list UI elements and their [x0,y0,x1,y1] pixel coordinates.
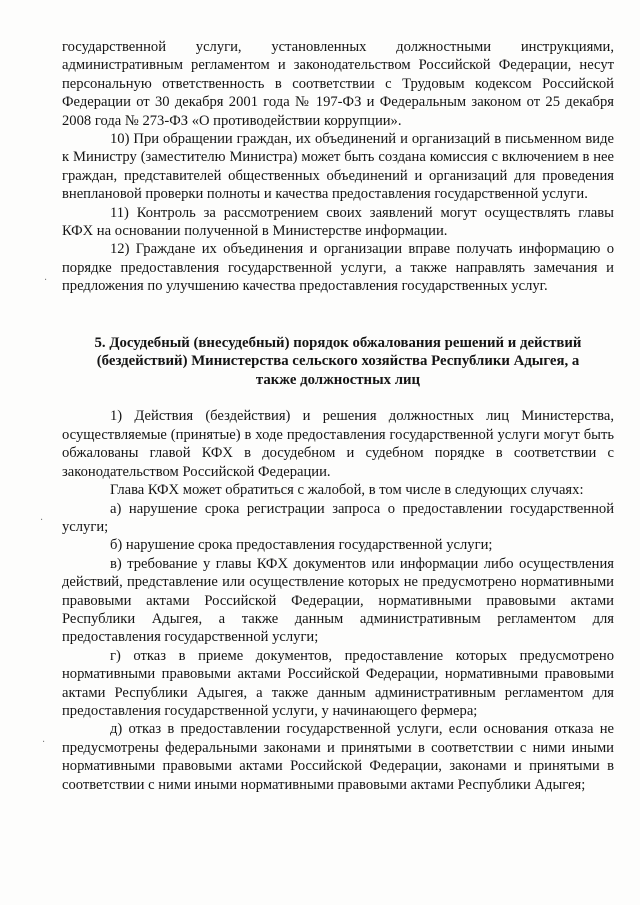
paragraph-case-v: в) требование у главы КФХ документов или информации либо осуществления действий, представление или осуществление которых не предусмотрено нормативными правовыми актами Российской Федерации, нормативными правовыми актами Республики Адыгея, а также данным административным регламентом для предоставления государственной услуги; [62,555,614,646]
scan-speck: . [42,734,46,745]
paragraph-case-b: б) нарушение срока предоставления государственной услуги; [110,537,493,554]
paragraph-item-10: 10) При обращении граждан, их объединений и организаций в письменном виде к Министру (заместителю Министра) может быть создана комиссия с включением в нее граждан, представителей общественных объединений и организаций для проведения внеплановой проверки полноты и качества предоставления государственной услуги. [62,131,614,203]
section-heading: 5. Досудебный (внесудебный) порядок обжалования решений и действий (бездействий) Министерства сельского хозяйства Республики Адыгея, а также должностных лиц [94,334,582,388]
paragraph-case-d: д) отказ в предоставлении государственной услуги, если основания отказа не предусмотрены федеральными законами и принятыми в соответствии с ними иными нормативными правовыми актами Российской Федерации, законами и принятыми в соответствии с ними иными нормативными правовыми актами Республики Адыгея; [62,721,614,793]
paragraph-continuation: государственной услуги, установленных должностными инструкциями, административным регламентом и законодательством Российской Федерации, несут персональную ответственность в соответствии с Трудовым кодексом Российской Федерации от 30 декабря 2001 года № 197-ФЗ и Федеральным законом от 25 декабря 2008 года № 273-ФЗ «О противодействии коррупции». [62,39,614,129]
paragraph-item-11: 11) Контроль за рассмотрением своих заявлений могут осуществлять главы КФХ на основании полученной в Министерстве информации. [62,204,614,240]
scan-speck: . [44,272,48,283]
paragraph-complaint-intro: Глава КФХ может обратиться с жалобой, в том числе в следующих случаях: [110,482,584,499]
paragraph-section-1: 1) Действия (бездействия) и решения должностных лиц Министерства, осуществляемые (принятые) в ходе предоставления государственной услуги могут быть обжалованы главой КФХ в досудебном и судебном порядке в соответствии с законодательством Российской Федерации. [62,408,614,480]
document-body [62,38,614,794]
paragraph-case-a: а) нарушение срока регистрации запроса о предоставлении государственной услуги; [62,500,614,535]
paragraph-case-g: г) отказ в приеме документов, предоставление которых предусмотрено нормативными правовыми актами Российской Федерации, нормативными правовыми актами Республики Адыгея, а также данным административным регламентом для предоставления государственной услуги, у начинающего фермера; [62,647,614,719]
scan-speck: . [40,512,44,523]
paragraph-item-12: 12) Граждане их объединения и организации вправе получать информацию о порядке предоставления государственной услуги, а также направлять замечания и предложения по улучшению качества предоставления государственных услуг. [62,241,614,295]
